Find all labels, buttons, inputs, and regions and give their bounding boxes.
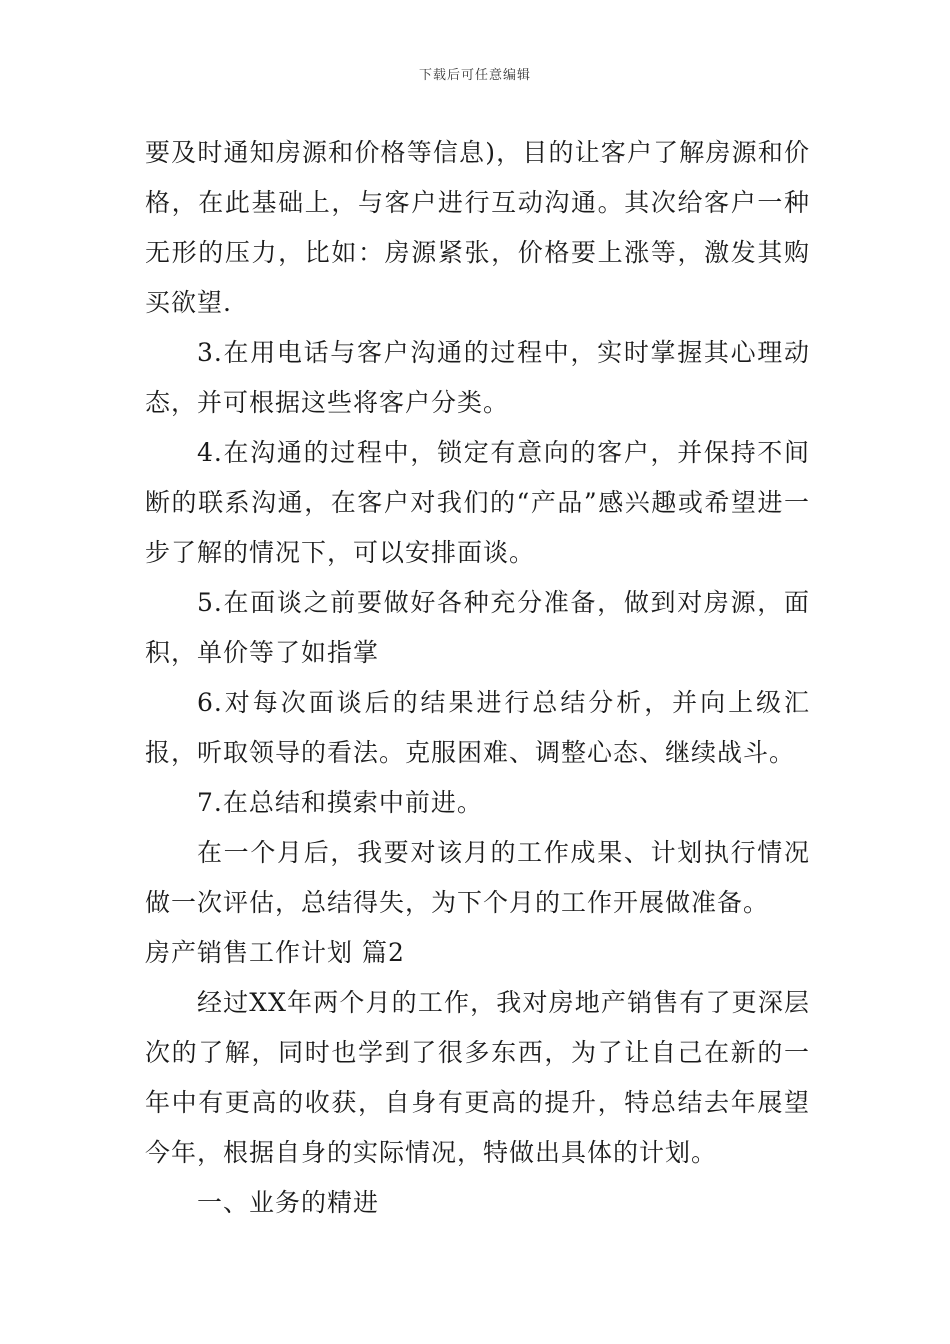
summary-paragraph: 在一个月后，我要对该月的工作成果、计划执行情况做一次评估，总结得失，为下个月的工作开展做准备。 (145, 838, 810, 917)
list-item-7: 7.在总结和摸索中前进。 (197, 788, 483, 817)
list-item-6: 6.对每次面谈后的结果进行总结分析，并向上级汇报，听取领导的看法。克服困难、调整心态、继续战斗。 (145, 688, 810, 767)
section-title: 房产销售工作计划 篇2 (145, 938, 405, 967)
list-item-5: 5.在面谈之前要做好各种充分准备，做到对房源，面积，单价等了如指掌 (145, 588, 810, 667)
list-item-4: 4.在沟通的过程中，锁定有意向的客户，并保持不间断的联系沟通，在客户对我们的“产品”感兴趣或希望进一步了解的情况下，可以安排面谈。 (145, 438, 810, 567)
list-item-3: 3.在用电话与客户沟通的过程中，实时掌握其心理动态，并可根据这些将客户分类。 (145, 338, 810, 417)
page-header-note: 下载后可任意编辑 (418, 68, 531, 83)
subsection-heading: 一、业务的精进 (197, 1188, 380, 1217)
intro-paragraph: 经过XX年两个月的工作，我对房地产销售有了更深层次的了解，同时也学到了很多东西，为了让自己在新的一年中有更高的收获，自身有更高的提升，特总结去年展望今年，根据自身的实际情况，特做出具体的计划。 (145, 988, 810, 1167)
paragraph-continuation: 要及时通知房源和价格等信息)，目的让客户了解房源和价格，在此基础上，与客户进行互动沟通。其次给客户一种无形的压力，比如：房源紧张，价格要上涨等，激发其购买欲望. (145, 138, 810, 317)
document-body (145, 128, 810, 1228)
